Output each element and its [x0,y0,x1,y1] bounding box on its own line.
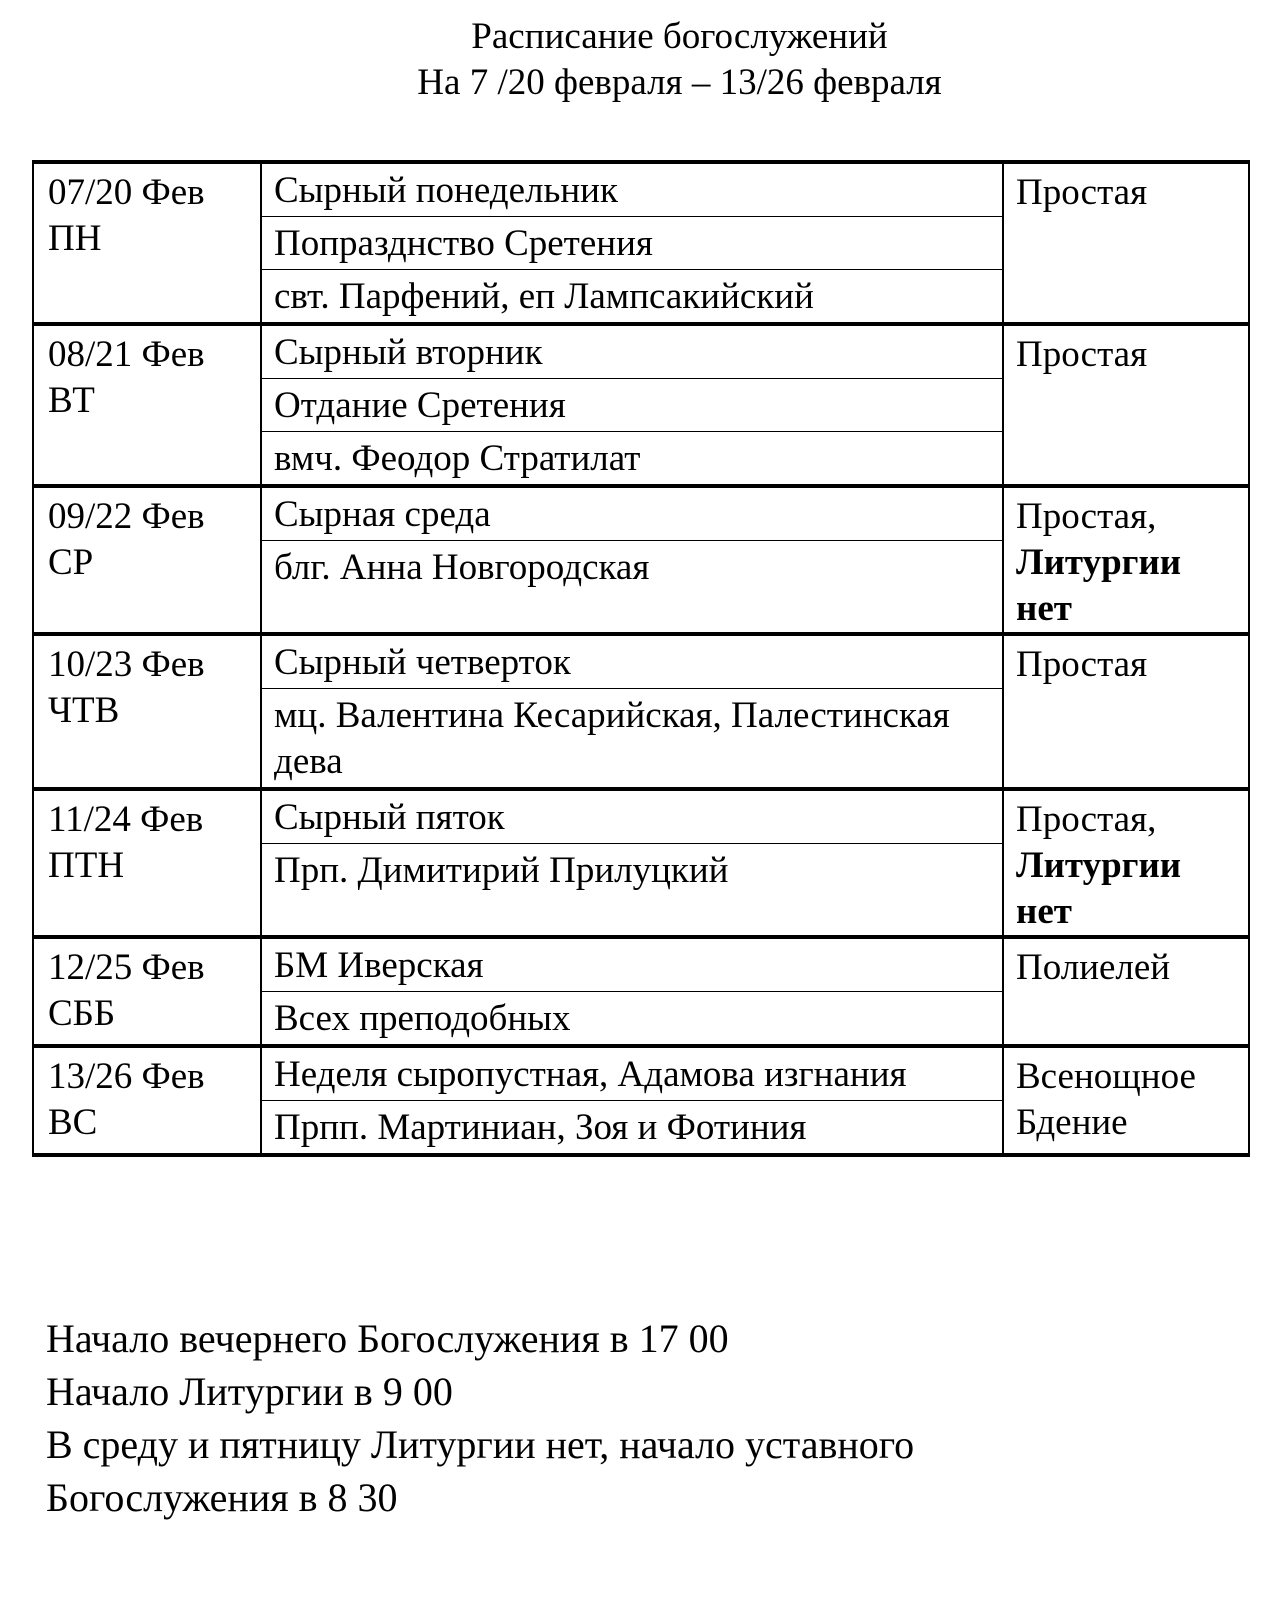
schedule-row [33,937,1249,1046]
schedule-table [32,160,1250,1157]
note-liturgy: Начало Литургии в 9 00 [46,1369,453,1414]
note-wed-fri: В среду и пятницу Литургии нет, начало уставного Богослужения в 8 30 [46,1422,915,1520]
service-type: Простая [1016,644,1148,685]
no-liturgy-note-word: нет [1016,891,1072,932]
day-date: 09/22 Фев [48,496,205,537]
services-cell [261,937,1003,1046]
schedule-row [33,1046,1249,1155]
note-evening-service: Начало вечернего Богослужения в 17 00 [46,1316,729,1361]
service-entry: Сырная среда [262,488,1002,541]
date-cell [33,1046,261,1155]
service-entry: Сырный пяток [262,791,1002,844]
service-entry: Сырный понедельник [262,164,1002,217]
services-cell [261,162,1003,324]
service-type-cell [1003,937,1249,1046]
services-cell [261,486,1003,634]
service-entry: Прпп. Мартиниан, Зоя и Фотиния [274,1107,807,1148]
service-entry: вмч. Феодор Стратилат [274,438,641,479]
day-weekday: ПТН [48,845,125,886]
service-type-cell [1003,789,1249,937]
schedule-row [33,634,1249,789]
services-cell [261,324,1003,486]
service-type-cell [1003,324,1249,486]
services-cell [261,1046,1003,1155]
day-date: 10/23 Фев [48,644,205,685]
service-entry: блг. Анна Новгородская [274,547,650,588]
day-date: 12/25 Фев [48,947,205,988]
day-date: 11/24 Фев [48,799,204,840]
service-entry: мц. Валентина Кесарийская, Палестинская дева [274,695,950,782]
service-type-cell [1003,1046,1249,1155]
date-cell [33,937,261,1046]
service-type-cell [1003,162,1249,324]
day-date: 08/21 Фев [48,334,205,375]
no-liturgy-note: Литургии [1016,845,1182,886]
service-entry: Всех преподобных [274,998,571,1039]
service-type: Простая, [1016,799,1157,840]
day-weekday: СББ [48,993,116,1034]
schedule-row [33,162,1249,324]
day-date: 13/26 Фев [48,1056,205,1097]
no-liturgy-note-word: нет [1016,588,1072,629]
date-cell [33,162,261,324]
schedule-row [33,789,1249,937]
day-weekday: ПН [48,218,102,259]
day-weekday: ВС [48,1102,98,1143]
day-weekday: СР [48,542,94,583]
date-cell [33,634,261,789]
service-entry: Сырный вторник [262,326,1002,379]
service-entry: Попразднство Сретения [262,217,1002,270]
document-period: На 7 /20 февраля – 13/26 февраля [417,62,942,103]
service-type: Всенощное Бдение [1016,1056,1196,1143]
services-cell [261,634,1003,789]
service-notes [46,1312,1246,1524]
service-type: Полиелей [1016,947,1171,988]
service-entry: БМ Иверская [262,939,1002,992]
day-weekday: ЧТВ [48,690,120,731]
service-type-cell [1003,486,1249,634]
service-type: Простая, [1016,496,1157,537]
service-type: Простая [1016,334,1148,375]
service-entry: свт. Парфений, еп Лампсакийский [274,276,814,317]
date-cell [33,486,261,634]
date-cell [33,324,261,486]
service-entry: Прп. Димитирий Прилуцкий [274,850,729,891]
schedule-row [33,486,1249,634]
service-entry: Неделя сыропустная, Адамова изгнания [262,1048,1002,1101]
service-type: Простая [1016,172,1148,213]
day-date: 07/20 Фев [48,172,205,213]
service-entry: Отдание Сретения [262,379,1002,432]
no-liturgy-note: Литургии [1016,542,1182,583]
date-cell [33,789,261,937]
service-entry: Сырный четверток [262,636,1002,689]
service-type-cell [1003,634,1249,789]
day-weekday: ВТ [48,380,95,421]
schedule-row [33,324,1249,486]
document-header [0,14,1279,106]
services-cell [261,789,1003,937]
document-title: Расписание богослужений [471,16,888,57]
